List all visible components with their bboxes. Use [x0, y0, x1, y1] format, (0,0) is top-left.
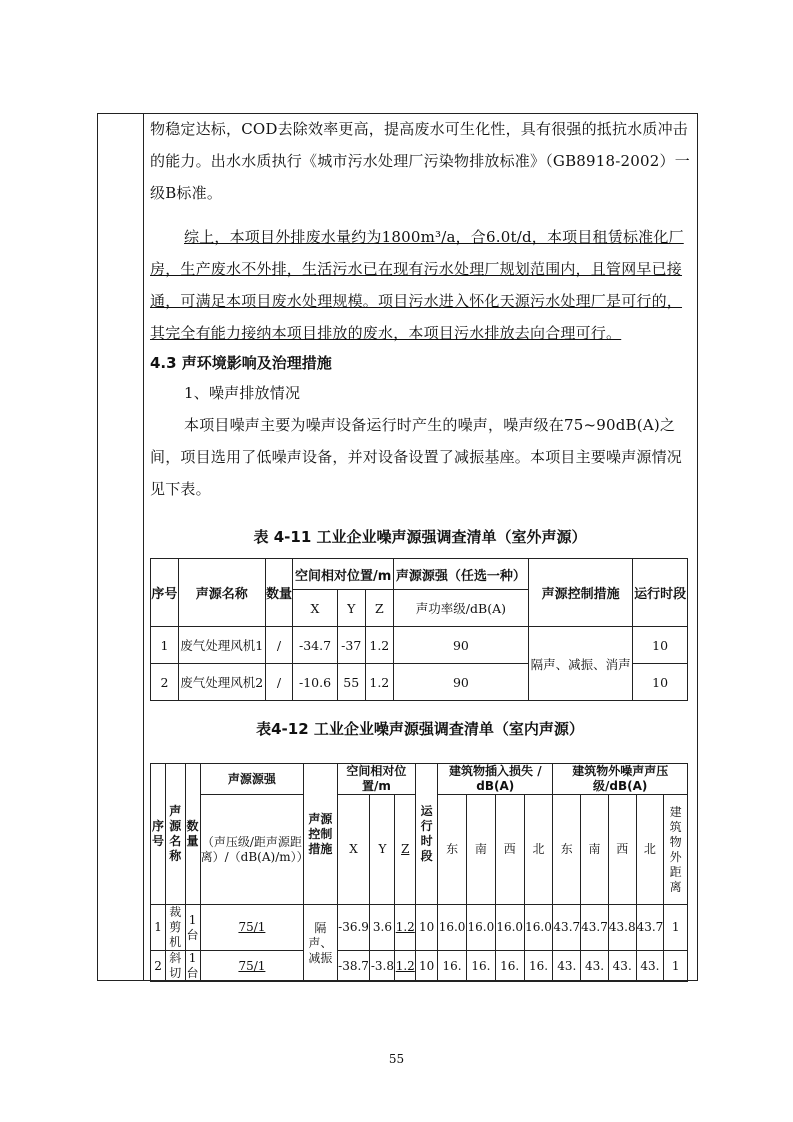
cell-z: 1.2 [365, 664, 393, 701]
cell-loss-east: 16. [438, 951, 467, 982]
paragraph-conclusion: 综上，本项目外排废水量约为1800m³/a，合6.0t/d，本项目租赁标准化厂房，生产废水不外排，生活污水已在现有污水处理厂规划范围内，且管网早已接通，可满足本项目废水处理规模。项目污水进入怀化天源污水处理厂是可行的，其完全有能力接纳本项目排放的废水，本项目污水排放去向合理可行。 [150, 228, 684, 342]
th-time: 运行时段 [633, 559, 688, 627]
cell-z: 1.2 [395, 951, 416, 982]
paragraph-water-standard: 物稳定达标，COD去除效率更高，提高废水可生化性，具有很强的抵抗水质冲击的能力。出水水质执行《城市污水处理厂污染物排放标准》（GB8918-2002）一级B标准。 [150, 120, 690, 202]
cell-out-east: 43. [553, 951, 581, 982]
th-qty: 数量 [185, 764, 200, 905]
cell-loss-west: 16.0 [495, 905, 524, 951]
cell-power: 90 [393, 664, 528, 701]
cell-loss-south: 16.0 [466, 905, 495, 951]
th-loss-north: 北 [524, 795, 553, 905]
th-name: 声源名称 [166, 764, 185, 905]
th-x: X [293, 590, 337, 627]
cell-loss-north: 16. [524, 951, 553, 982]
cell-no: 1 [151, 905, 166, 951]
sub-heading: 1、噪声排放情况 [184, 384, 301, 402]
cell-time: 10 [633, 664, 688, 701]
cell-name: 废气处理风机1 [178, 627, 265, 664]
paragraph-noise: 本项目噪声主要为噪声设备运行时产生的噪声，噪声级在75~90dB(A)之间，项目选用了低噪声设备，并对设备设置了减振基座。本项目主要噪声源情况见下表。 [150, 416, 683, 498]
cell-out-north: 43.7 [636, 905, 664, 951]
th-no: 序号 [151, 559, 179, 627]
cell-loss-east: 16.0 [438, 905, 467, 951]
cell-z: 1.2 [395, 905, 416, 951]
th-loss-east: 东 [438, 795, 467, 905]
cell-dist: 1 [664, 905, 688, 951]
cell-out-south: 43.7 [581, 905, 609, 951]
cell-y: -37 [337, 627, 365, 664]
cell-loss-south: 16. [466, 951, 495, 982]
th-out-north: 北 [636, 795, 664, 905]
th-strength: 声源源强（任选一种） [393, 559, 528, 590]
table-outdoor-sources [150, 558, 688, 701]
cell-no: 1 [151, 627, 179, 664]
cell-power: 90 [393, 627, 528, 664]
cell-out-north: 43. [636, 951, 664, 982]
section-heading: 4.3 声环境影响及治理措施 [150, 354, 332, 372]
th-qty: 数量 [265, 559, 293, 627]
cell-out-west: 43.8 [608, 905, 636, 951]
table2-title: 表4-12 工业企业噪声源强调查清单（室内声源） [256, 720, 584, 738]
cell-x: -10.6 [293, 664, 337, 701]
th-loss: 建筑物插入损失 / dB(A) [438, 764, 553, 795]
cell-name: 裁剪机 [166, 905, 185, 951]
th-out-south: 南 [581, 795, 609, 905]
cell-strength: 75/1 [200, 951, 304, 982]
th-time: 运行时段 [416, 764, 438, 905]
th-strength-sub: （声压级/距声源距离）/（dB(A)/m）） [200, 795, 304, 905]
cell-x: -38.7 [337, 951, 370, 982]
cell-strength: 75/1 [200, 905, 304, 951]
th-no: 序号 [151, 764, 166, 905]
th-control: 声源控制措施 [304, 764, 337, 905]
cell-out-south: 43. [581, 951, 609, 982]
cell-control: 隔声、减振 [304, 905, 337, 982]
table-row [151, 627, 688, 664]
cell-qty: / [265, 627, 293, 664]
cell-qty: / [265, 664, 293, 701]
cell-name: 斜切 [166, 951, 185, 982]
th-z: Z [365, 590, 393, 627]
th-name: 声源名称 [178, 559, 265, 627]
cell-dist: 1 [664, 951, 688, 982]
th-strength: 声源源强 [200, 764, 304, 795]
body-text [150, 113, 692, 505]
th-strength-sub: 声功率级/dB(A) [393, 590, 528, 627]
th-out-east: 东 [553, 795, 581, 905]
th-pos: 空间相对位置/m [337, 764, 415, 795]
table-row [151, 905, 688, 951]
th-control: 声源控制措施 [529, 559, 633, 627]
th-loss-south: 南 [466, 795, 495, 905]
cell-control: 隔声、减振、消声 [529, 627, 633, 701]
cell-loss-north: 16.0 [524, 905, 553, 951]
th-pos: 空间相对位置/m [293, 559, 393, 590]
cell-y: -3.8 [370, 951, 395, 982]
cell-qty: 1台 [185, 905, 200, 951]
table-indoor-sources [150, 763, 688, 982]
th-x: X [337, 795, 370, 905]
frame-divider [143, 114, 144, 980]
th-z: Z [395, 795, 416, 905]
th-dist: 建筑物外距离 [664, 795, 688, 905]
cell-time: 10 [416, 905, 438, 951]
cell-y: 3.6 [370, 905, 395, 951]
th-outside: 建筑物外噪声声压级/dB(A) [553, 764, 688, 795]
table1-title: 表 4-11 工业企业噪声源强调查清单（室外声源） [253, 528, 587, 546]
th-loss-west: 西 [495, 795, 524, 905]
cell-name: 废气处理风机2 [178, 664, 265, 701]
th-y: Y [370, 795, 395, 905]
th-out-west: 西 [608, 795, 636, 905]
cell-out-east: 43.7 [553, 905, 581, 951]
cell-out-west: 43. [608, 951, 636, 982]
cell-time: 10 [633, 627, 688, 664]
table-row [151, 951, 688, 982]
cell-no: 2 [151, 951, 166, 982]
th-y: Y [337, 590, 365, 627]
cell-x: -34.7 [293, 627, 337, 664]
cell-qty: 1台 [186, 951, 199, 980]
page-number: 55 [388, 1052, 405, 1066]
cell-loss-west: 16. [495, 951, 524, 982]
cell-z: 1.2 [365, 627, 393, 664]
cell-y: 55 [337, 664, 365, 701]
cell-time: 10 [416, 951, 438, 982]
cell-no: 2 [151, 664, 179, 701]
cell-x: -36.9 [337, 905, 370, 951]
